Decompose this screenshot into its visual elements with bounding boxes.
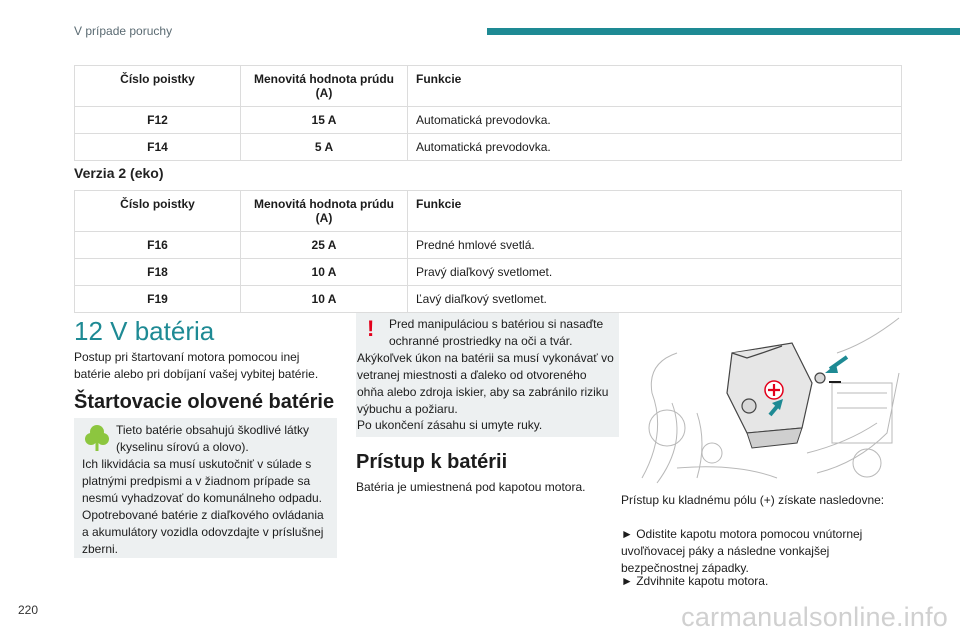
warning-last: Po ukončení zásahu si umyte ruky. — [357, 418, 543, 432]
header-accent-bar — [487, 28, 960, 35]
battery-access-text: Batéria je umiestnená pod kapotou motora. — [356, 480, 586, 494]
page-section-title: V prípade poruchy — [74, 24, 173, 38]
table-header-row — [75, 66, 902, 107]
fuse-table-2 — [74, 190, 902, 313]
step-2-text: ► Zdvihnite kapotu motora. — [621, 574, 769, 588]
rated-current-cell: 10 A — [241, 286, 408, 313]
header-functions: Funkcie — [408, 191, 902, 232]
fuse-number-cell: F14 — [75, 134, 241, 161]
header-rated-current: Menovitá hodnota prúdu (A) — [241, 66, 408, 107]
warning-box — [356, 313, 619, 437]
warning-first: Pred manipuláciou s batériou si nasaďte ochranné prostriedky na oči a tvár. — [389, 317, 604, 348]
eco-info-first: Tieto batérie obsahujú škodlivé látky (kyselinu sírovú a olovo). — [116, 423, 309, 454]
function-cell: Automatická prevodovka. — [408, 134, 902, 161]
fuse-number-cell: F12 — [75, 107, 241, 134]
header-fuse-number: Číslo poistky — [75, 66, 241, 107]
fuse-number-cell: F19 — [75, 286, 241, 313]
step-1-text: ► Odistite kapotu motora pomocou vnútornej uvoľňovacej páky a následne vonkajšej bezpečnostnej západky. — [621, 527, 863, 575]
warning-exclamation-icon: ! — [367, 316, 375, 341]
table-row — [75, 107, 902, 134]
rated-current-cell: 15 A — [241, 107, 408, 134]
header-functions: Funkcie — [408, 66, 902, 107]
battery-access-heading: Prístup k batérii — [356, 451, 508, 473]
table-row — [75, 286, 902, 313]
rated-current-cell: 10 A — [241, 259, 408, 286]
warning-rest: Akýkoľvek úkon na batérii sa musí vykonávať vo vetranej miestnosti a ďaleko od otvoreného ohňa alebo zdroja iskier, aby sa zabránilo riziku výbuchu a požiaru. — [357, 351, 614, 416]
table-row — [75, 134, 902, 161]
site-watermark: carmanualsonline.info — [681, 602, 948, 632]
positive-terminal-access-text: Prístup ku kladnému pólu (+) získate nasledovne: — [621, 493, 885, 507]
rated-current-cell: 25 A — [241, 232, 408, 259]
version-2-heading: Verzia 2 (eko) — [74, 165, 164, 181]
eco-leaf-icon — [84, 422, 110, 452]
function-cell: Predné hmlové svetlá. — [408, 232, 902, 259]
battery-section-title: 12 V batéria — [74, 316, 215, 346]
function-cell: Ľavý diaľkový svetlomet. — [408, 286, 902, 313]
table-row — [75, 232, 902, 259]
fuse-number-cell: F18 — [75, 259, 241, 286]
function-cell: Pravý diaľkový svetlomet. — [408, 259, 902, 286]
eco-info-box — [74, 418, 337, 558]
fuse-table-1 — [74, 65, 902, 161]
function-cell: Automatická prevodovka. — [408, 107, 902, 134]
header-rated-current: Menovitá hodnota prúdu (A) — [241, 191, 408, 232]
table-row — [75, 259, 902, 286]
rated-current-cell: 5 A — [241, 134, 408, 161]
battery-intro-text: Postup pri štartovaní motora pomocou inej batérie alebo pri dobíjaní vašej vybitej batérie. — [74, 350, 319, 381]
lead-batteries-heading: Štartovacie olovené batérie — [74, 391, 335, 413]
eco-info-rest: Ich likvidácia sa musí uskutočniť v súlade s platnými predpismi a v žiadnom prípade sa nesmú vyhadzovať do komunálneho odpadu. Opotrebované batérie z diaľkového ovládania a akumulátory vozidla odovzdajte v príslušnej zberni. — [82, 457, 324, 556]
engine-battery-illustration — [637, 313, 902, 488]
header-fuse-number: Číslo poistky — [75, 191, 241, 232]
fuse-number-cell: F16 — [75, 232, 241, 259]
table-header-row — [75, 191, 902, 232]
page-number: 220 — [18, 603, 39, 617]
